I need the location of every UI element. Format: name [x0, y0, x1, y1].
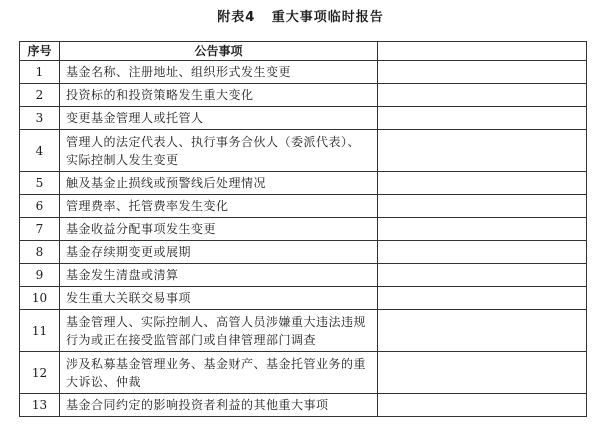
- table-header-row: [20, 42, 587, 61]
- row-number: 4: [20, 130, 60, 172]
- row-item: 管理人的法定代表人、执行事务合伙人（委派代表）、实际控制人发生变更: [60, 130, 378, 172]
- row-number: 12: [20, 352, 60, 394]
- row-blank-cell: [378, 394, 587, 417]
- row-number: 13: [20, 394, 60, 417]
- row-item: 基金发生清盘或清算: [60, 264, 378, 287]
- row-item: 变更基金管理人或托管人: [60, 107, 378, 130]
- row-item: 基金合同约定的影响投资者利益的其他重大事项: [60, 394, 378, 417]
- row-blank-cell: [378, 287, 587, 310]
- row-blank-cell: [378, 352, 587, 394]
- row-blank-cell: [378, 130, 587, 172]
- row-number: 5: [20, 172, 60, 195]
- row-number: 6: [20, 195, 60, 218]
- row-number: 9: [20, 264, 60, 287]
- table-row: [20, 107, 587, 130]
- table-row: [20, 195, 587, 218]
- row-blank-cell: [378, 264, 587, 287]
- row-item: 涉及私募基金管理业务、基金财产、基金托管业务的重大诉讼、仲裁: [60, 352, 378, 394]
- row-blank-cell: [378, 241, 587, 264]
- row-item: 投资标的和投资策略发生重大变化: [60, 84, 378, 107]
- table-row: [20, 394, 587, 417]
- row-blank-cell: [378, 61, 587, 84]
- row-number: 10: [20, 287, 60, 310]
- row-number: 7: [20, 218, 60, 241]
- table-row: [20, 172, 587, 195]
- header-no: 序号: [20, 42, 60, 61]
- row-blank-cell: [378, 172, 587, 195]
- table-row: [20, 241, 587, 264]
- row-number: 3: [20, 107, 60, 130]
- row-item: 管理费率、托管费率发生变化: [60, 195, 378, 218]
- row-number: 11: [20, 310, 60, 352]
- table-row: [20, 218, 587, 241]
- row-number: 8: [20, 241, 60, 264]
- table-body: [20, 61, 587, 417]
- header-blank: [378, 42, 587, 61]
- table-row: [20, 352, 587, 394]
- row-blank-cell: [378, 107, 587, 130]
- table-row: [20, 61, 587, 84]
- row-item: 发生重大关联交易事项: [60, 287, 378, 310]
- row-item: 基金存续期变更或展期: [60, 241, 378, 264]
- row-blank-cell: [378, 84, 587, 107]
- header-item: 公告事项: [60, 42, 378, 61]
- table-row: [20, 130, 587, 172]
- table-row: [20, 287, 587, 310]
- page-title: 附表4 重大事项临时报告: [217, 10, 384, 25]
- report-table: [19, 41, 587, 417]
- row-blank-cell: [378, 195, 587, 218]
- row-number: 2: [20, 84, 60, 107]
- row-blank-cell: [378, 218, 587, 241]
- table-row: [20, 264, 587, 287]
- row-item: 触及基金止损线或预警线后处理情况: [60, 172, 378, 195]
- table-row: [20, 84, 587, 107]
- row-number: 1: [20, 61, 60, 84]
- row-blank-cell: [378, 310, 587, 352]
- row-item: 基金名称、注册地址、组织形式发生变更: [60, 61, 378, 84]
- row-item: 基金收益分配事项发生变更: [60, 218, 378, 241]
- table-row: [20, 310, 587, 352]
- row-item: 基金管理人、实际控制人、高管人员涉嫌重大违法违规行为或正在接受监管部门或自律管理部门调查: [60, 310, 378, 352]
